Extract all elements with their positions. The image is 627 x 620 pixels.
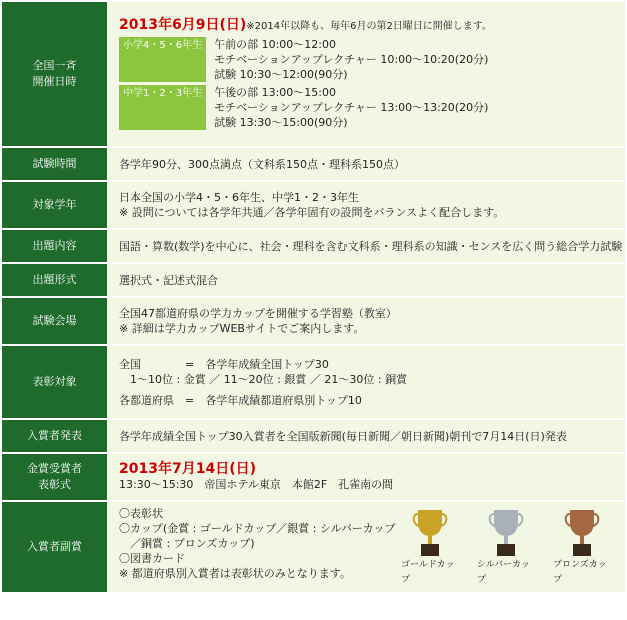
row-ceremony bbox=[2, 454, 625, 500]
header-time: 試験時間 bbox=[2, 148, 107, 180]
header-content: 出題内容 bbox=[2, 230, 107, 262]
time-text: 各学年90分、300点満点（文科系150点・理科系150点） bbox=[119, 157, 405, 171]
awards-prefecture: 各都道府県 = 各学年成績都道府県別トップ10 bbox=[119, 393, 362, 407]
awards-national: 全国 = 各学年成績全国トップ30 bbox=[119, 357, 329, 371]
row-content bbox=[2, 230, 625, 262]
bronze-cup bbox=[553, 506, 611, 588]
content-text: 国語・算数(数学)を中心に、社会・理科を含む文科系・理科系の知識・センスを広く問う総合学力試験 bbox=[119, 239, 623, 253]
silver-cup-label: シルバーカップ bbox=[477, 560, 530, 585]
row-grade bbox=[2, 182, 625, 228]
prize-cups-cont: ／銅賞 : ブロンズカップ) bbox=[119, 537, 255, 550]
schedule-line: 午後の部 13:00～15:00 bbox=[214, 86, 336, 99]
silver-cup-icon bbox=[486, 506, 526, 558]
row-venue bbox=[2, 298, 625, 344]
row-time bbox=[2, 148, 625, 180]
prize-cups: 〇カップ(金賞 : ゴールドカップ／銀賞 : シルバーカップ bbox=[119, 522, 396, 535]
header-awards: 表彰対象 bbox=[2, 346, 107, 418]
silver-cup bbox=[477, 506, 535, 588]
group-junior-high bbox=[119, 85, 625, 130]
header-format: 出題形式 bbox=[2, 264, 107, 296]
prize-note: ※ 都道府県別入賞者は表彰状のみとなります。 bbox=[119, 567, 351, 580]
format-text: 選択式・記述式混合 bbox=[119, 273, 218, 287]
trophy-images bbox=[401, 506, 611, 588]
ceremony-venue: 13:30～15:30 帝国ホテル東京 本館2F 孔雀南の間 bbox=[119, 478, 394, 491]
schedule-line: モチベーションアップレクチャー 10:00～10:20(20分) bbox=[214, 53, 489, 66]
exam-info-table bbox=[2, 2, 625, 592]
header-venue: 試験会場 bbox=[2, 298, 107, 344]
header-grade: 対象学年 bbox=[2, 182, 107, 228]
row-announce bbox=[2, 420, 625, 452]
venue-note: ※ 詳細は学力カップWEBサイトでご案内します。 bbox=[119, 322, 365, 335]
venue-text: 全国47都道府県の学力カップを開催する学習塾（教室） bbox=[119, 307, 397, 320]
ceremony-date: 2013年7月14日(日) bbox=[119, 461, 256, 477]
header-prize: 入賞者副賞 bbox=[2, 502, 107, 592]
bronze-cup-icon bbox=[562, 506, 602, 558]
row-format bbox=[2, 264, 625, 296]
gold-cup-label: ゴールドカップ bbox=[401, 560, 455, 585]
gold-cup bbox=[401, 506, 459, 588]
awards-ranks: 1～10位 : 金賞 ／ 11～20位 : 銀賞 ／ 21～30位 : 銅賞 bbox=[119, 372, 408, 386]
header-ceremony: 金賞受賞者 表彰式 bbox=[2, 454, 107, 500]
date-note: ※2014年以降も、毎年6月の第2日曜日に開催します。 bbox=[246, 21, 493, 32]
row-prize bbox=[2, 502, 625, 592]
grade-note: ※ 設問については各学年共通／各学年固有の設問をバランスよく配合します。 bbox=[119, 206, 505, 219]
prize-certificate: 〇表彰状 bbox=[119, 507, 163, 520]
schedule-line: 試験 13:30～15:00(90分) bbox=[214, 116, 348, 129]
tag-junior-high: 中学1・2・3年生 bbox=[119, 85, 206, 130]
body-date bbox=[107, 2, 625, 146]
grade-text: 日本全国の小学4・5・6年生、中学1・2・3年生 bbox=[119, 191, 359, 204]
bronze-cup-label: ブロンズカップ bbox=[553, 560, 607, 585]
tag-elementary: 小学4・5・6年生 bbox=[119, 37, 206, 82]
schedule-line: 試験 10:30～12:00(90分) bbox=[214, 68, 348, 81]
prize-book-card: 〇図書カード bbox=[119, 552, 185, 565]
announce-text: 各学年成績全国トップ30入賞者を全国版新聞(毎日新聞／朝日新聞)朝刊で7月14日(日)発表 bbox=[119, 429, 567, 443]
group-elementary bbox=[119, 37, 625, 82]
header-announce: 入賞者発表 bbox=[2, 420, 107, 452]
row-awards bbox=[2, 346, 625, 418]
exam-date: 2013年6月9日(日) bbox=[119, 17, 247, 33]
gold-cup-icon bbox=[410, 506, 450, 558]
schedule-line: 午前の部 10:00～12:00 bbox=[214, 38, 336, 51]
schedule-line: モチベーションアップレクチャー 13:00～13:20(20分) bbox=[214, 101, 489, 114]
row-date bbox=[2, 2, 625, 146]
header-date: 全国一斉 開催日時 bbox=[2, 2, 107, 146]
